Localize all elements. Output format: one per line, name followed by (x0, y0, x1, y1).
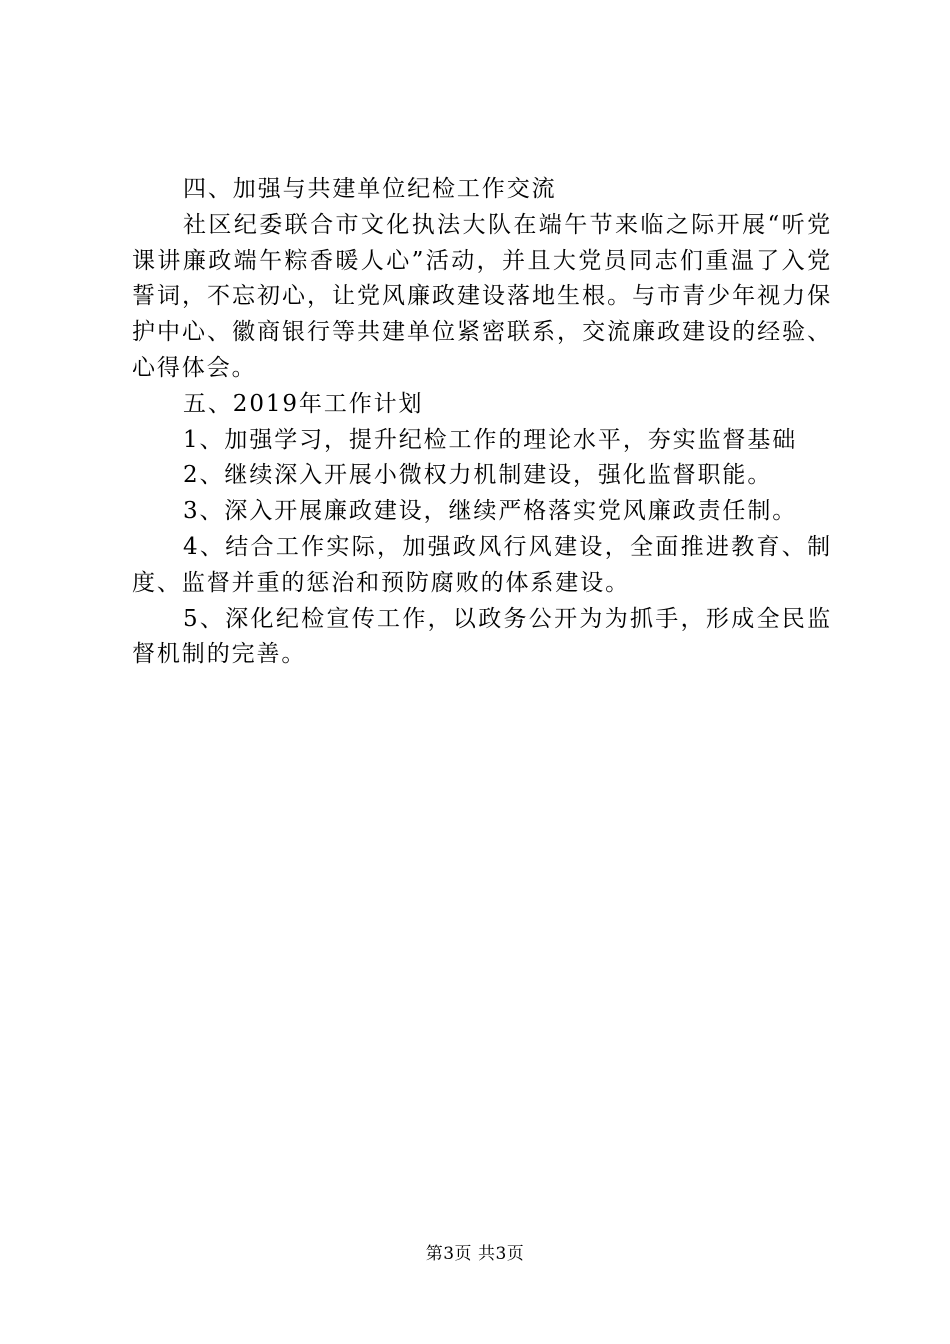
plan-item-1: 1、加强学习，提升纪检工作的理论水平，夯实监督基础 (183, 426, 798, 453)
plan-item-5: 5、深化纪检宣传工作，以政务公开为为抓手，形成全民监督机制的完善。 (132, 605, 832, 668)
section-heading-five: 五、2019年工作计划 (183, 390, 424, 417)
plan-item-3: 3、深入开展廉政建设，继续严格落实党风廉政责任制。 (183, 498, 798, 525)
body-paragraph: 社区纪委联合市文化执法大队在端午节来临之际开展“听党课讲廉政端午粽香暖人心”活动，并且大党员同志们重温了入党誓词，不忘初心，让党风廉政建设落地生根。与市青少年视力保护中心、徽商银行等共建单位紧密联系，交流廉政建设的经验、心得体会。 (132, 211, 832, 381)
page-number-footer: 第3页 共3页 (425, 1244, 525, 1264)
plan-item-2: 2、继续深入开展小微权力机制建设，强化监督职能。 (183, 462, 773, 489)
section-heading-four: 四、加强与共建单位纪检工作交流 (183, 176, 557, 202)
plan-item-4: 4、结合工作实际，加强政风行风建设，全面推进教育、制度、监督并重的惩治和预防腐败的体系建设。 (132, 533, 832, 596)
document-body (132, 172, 832, 673)
